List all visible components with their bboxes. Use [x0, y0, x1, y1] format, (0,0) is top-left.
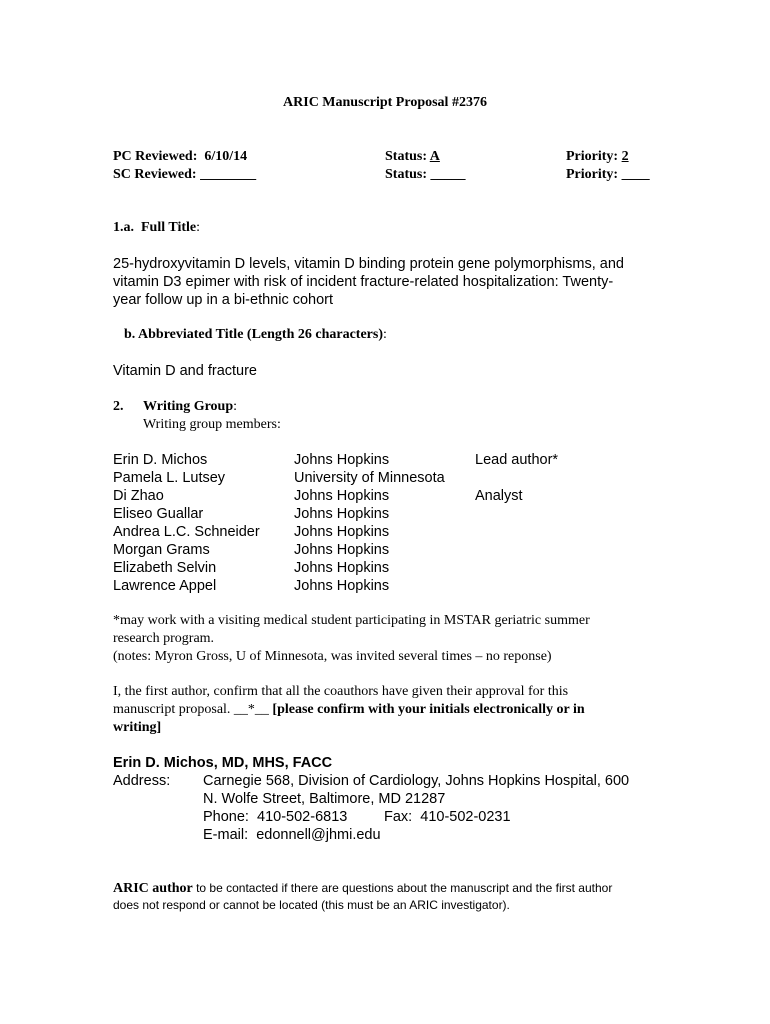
writing-group-number: 2. — [113, 399, 124, 414]
table-row — [113, 559, 763, 577]
confirm-instruction: [please confirm with your initials electronically or in — [272, 702, 585, 717]
member-name: Di Zhao — [113, 488, 164, 504]
writing-group-colon: : — [233, 399, 238, 414]
table-row — [113, 523, 763, 541]
aric-author-line-2: does not respond or cannot be located (this must be an ARIC investigator). — [113, 898, 510, 912]
abbrev-title-label: b. Abbreviated Title (Length 26 characters) — [124, 327, 383, 342]
notes-line: (notes: Myron Gross, U of Minnesota, was invited several times – no reponse) — [113, 649, 552, 664]
full-title-line-2: vitamin D3 epimer with risk of incident fracture-related hospitalization: Twenty- — [113, 274, 614, 290]
member-affiliation: Johns Hopkins — [294, 488, 390, 504]
footnote-line-2: research program. — [113, 631, 215, 646]
member-name: Erin D. Michos — [113, 452, 208, 468]
page-title: ARIC Manuscript Proposal #2376 — [283, 95, 487, 110]
pc-reviewed-label: PC Reviewed: — [113, 149, 198, 164]
email-line — [203, 826, 381, 844]
member-affiliation: Johns Hopkins — [294, 542, 390, 558]
full-title-colon: : — [196, 220, 200, 235]
full-title-line-3: year follow up in a bi-ethnic cohort — [113, 292, 334, 308]
priority-sc-value: ____ — [621, 167, 650, 182]
member-name: Morgan Grams — [113, 542, 210, 558]
table-row — [113, 577, 763, 595]
priority-sc-label: Priority: — [566, 167, 619, 182]
phone-line — [203, 808, 347, 826]
table-row — [113, 487, 763, 505]
full-title-line-1: 25-hydroxyvitamin D levels, vitamin D binding protein gene polymorphisms, and — [113, 256, 624, 272]
sc-reviewed-label: SC Reviewed: — [113, 167, 197, 182]
member-affiliation: Johns Hopkins — [294, 560, 390, 576]
footnote-line-1: *may work with a visiting medical student participating in MSTAR geriatric summer — [113, 613, 590, 628]
writing-group-heading — [113, 398, 124, 416]
table-row — [113, 505, 763, 523]
priority-pc-value: 2 — [621, 149, 629, 164]
status-sc-label: Status: — [385, 167, 428, 182]
member-affiliation: University of Minnesota — [294, 470, 445, 486]
confirm-line-3: writing] — [113, 720, 162, 735]
member-role: Analyst — [475, 488, 523, 504]
priority-pc — [566, 148, 629, 166]
pc-reviewed-value: 6/10/14 — [204, 149, 248, 164]
full-title-heading — [113, 219, 200, 237]
abbrev-title-value: Vitamin D and fracture — [113, 363, 257, 379]
address-line-2: N. Wolfe Street, Baltimore, MD 21287 — [203, 791, 446, 807]
status-sc — [385, 166, 466, 184]
table-row — [113, 469, 763, 487]
phone-value: 410-502-6813 — [257, 809, 348, 825]
aric-author-line-1 — [113, 879, 612, 897]
member-affiliation: Johns Hopkins — [294, 578, 390, 594]
full-title-label: Full Title — [141, 220, 197, 235]
address-line-1: Carnegie 568, Division of Cardiology, Johns Hopkins Hospital, 600 — [203, 773, 630, 789]
confirm-line-1: I, the first author, confirm that all the coauthors have given their approval for this — [113, 684, 569, 699]
confirm-initials: manuscript proposal. __*__ — [113, 702, 273, 717]
aric-author-text-1: to be contacted if there are questions about the manuscript and the first author — [192, 881, 613, 895]
sc-reviewed — [113, 166, 256, 184]
address-label: Address: — [113, 773, 171, 789]
member-role: Lead author* — [475, 452, 559, 468]
member-affiliation: Johns Hopkins — [294, 524, 390, 540]
status-pc-value: A — [429, 149, 440, 164]
full-title-number: 1.a. — [113, 220, 134, 235]
phone-label: Phone: — [203, 809, 249, 825]
fax-value: 410-502-0231 — [420, 809, 511, 825]
status-sc-value: _____ — [430, 167, 466, 182]
writing-group-title — [143, 398, 237, 416]
table-row — [113, 541, 763, 559]
aric-author-label: ARIC author — [113, 881, 193, 896]
member-affiliation: Johns Hopkins — [294, 452, 390, 468]
writing-group-subheading: Writing group members: — [143, 417, 281, 432]
sc-reviewed-value: ________ — [200, 167, 257, 182]
priority-sc — [566, 166, 650, 184]
fax-line — [384, 808, 511, 826]
abbrev-title-heading — [124, 326, 387, 344]
writing-group-label: Writing Group — [143, 399, 234, 414]
abbrev-title-colon: : — [383, 327, 387, 342]
pc-reviewed — [113, 148, 247, 166]
table-row — [113, 451, 763, 469]
email-value: edonnell@jhmi.edu — [256, 827, 381, 843]
member-name: Eliseo Guallar — [113, 506, 204, 522]
member-affiliation: Johns Hopkins — [294, 506, 390, 522]
confirm-line-2 — [113, 701, 585, 719]
status-pc-label: Status: — [385, 149, 428, 164]
priority-pc-label: Priority: — [566, 149, 619, 164]
contact-name: Erin D. Michos, MD, MHS, FACC — [113, 755, 333, 771]
fax-label: Fax: — [384, 809, 413, 825]
status-pc — [385, 148, 440, 166]
email-label: E-mail: — [203, 827, 249, 843]
member-name: Elizabeth Selvin — [113, 560, 217, 576]
member-name: Lawrence Appel — [113, 578, 217, 594]
member-name: Pamela L. Lutsey — [113, 470, 226, 486]
member-name: Andrea L.C. Schneider — [113, 524, 260, 540]
